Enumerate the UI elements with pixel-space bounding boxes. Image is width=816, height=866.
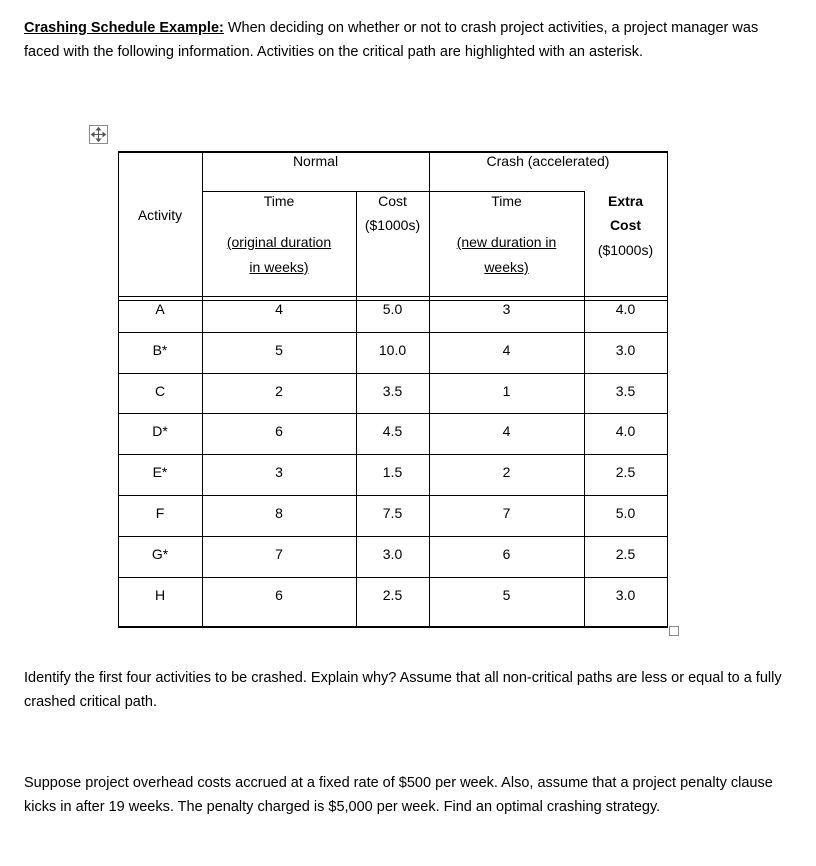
intro-paragraph [24,16,784,64]
cell-crash-time: 6 [502,546,511,562]
cell-normal-time: 7 [275,546,283,562]
header-normal: Normal [292,153,339,169]
table-resize-handle[interactable] [669,626,679,636]
header-crash: Crash (accelerated) [486,153,610,169]
question-2: Suppose project overhead costs accrued at a fixed rate of $500 per week. Also, assume that a project penalty clause kicks in after 19 weeks. The penalty charged is $5,000 per week. Find an optimal crashing strategy. [24,775,773,815]
header-normal-time-sub-2: in weeks) [249,259,309,275]
cell-normal-time: 6 [275,587,283,603]
cell-normal-cost: 10.0 [378,342,407,358]
cell-activity: D* [152,423,168,439]
cell-crash-time: 7 [502,505,511,521]
cell-extra-cost: 2.5 [615,546,636,562]
cell-extra-cost: 3.0 [615,587,636,603]
header-crash-time-sub-2: weeks) [484,259,529,275]
header-cost: Cost [378,193,407,209]
header-crash-time-sub-1: (new duration in [456,234,557,250]
cell-normal-time: 5 [275,342,283,358]
header-normal-time: Time [263,193,295,209]
cell-crash-time: 4 [502,423,511,439]
cell-activity: A [155,301,165,317]
header-cost-sub: ($1000s) [364,217,421,233]
example-title: Crashing Schedule Example: [24,20,224,36]
cell-extra-cost: 3.5 [615,383,636,399]
cell-normal-cost: 2.5 [382,587,403,603]
question-1: Identify the first four activities to be crashed. Explain why? Assume that all non-critical paths are less or equal to a fully crashed critical path. [24,670,782,710]
cell-activity: H [154,587,166,603]
header-normal-time-sub-1: (original duration [226,234,332,250]
header-extra: Extra [607,193,644,209]
cell-normal-time: 8 [275,505,283,521]
cell-crash-time: 2 [502,464,511,480]
cell-extra-cost: 3.0 [615,342,636,358]
cell-activity: F [155,505,165,521]
cell-normal-cost: 5.0 [382,301,403,317]
cell-normal-time: 6 [275,423,283,439]
crashing-schedule-table [118,151,668,627]
header-crash-time: Time [491,193,522,209]
move-arrows-icon [90,126,107,143]
cell-normal-time: 4 [275,301,283,317]
cell-normal-cost: 3.5 [382,383,403,399]
cell-extra-cost: 4.0 [615,423,636,439]
cell-activity: B* [152,342,168,358]
intro-text: When deciding on whether or not to crash project activities, a project manager was faced with the following information. Activities on the critical path are highlighted with an asterisk. [24,20,759,60]
cell-normal-cost: 3.0 [382,546,403,562]
table-move-handle[interactable] [89,125,108,144]
cell-normal-cost: 4.5 [382,423,403,439]
cell-extra-cost: 4.0 [615,301,636,317]
cell-crash-time: 5 [502,587,511,603]
cell-activity: E* [152,464,168,480]
header-activity: Activity [137,207,183,223]
cell-activity: G* [151,546,169,562]
header-extra-sub: ($1000s) [597,242,654,258]
cell-extra-cost: 5.0 [615,505,636,521]
cell-crash-time: 4 [502,342,511,358]
cell-activity: C [154,383,166,399]
cell-normal-cost: 7.5 [382,505,403,521]
header-extra-cost: Cost [609,217,642,233]
cell-normal-time: 3 [275,464,283,480]
cell-crash-time: 1 [502,383,511,399]
cell-normal-time: 2 [275,383,283,399]
cell-extra-cost: 2.5 [615,464,636,480]
cell-crash-time: 3 [502,301,511,317]
cell-normal-cost: 1.5 [382,464,403,480]
